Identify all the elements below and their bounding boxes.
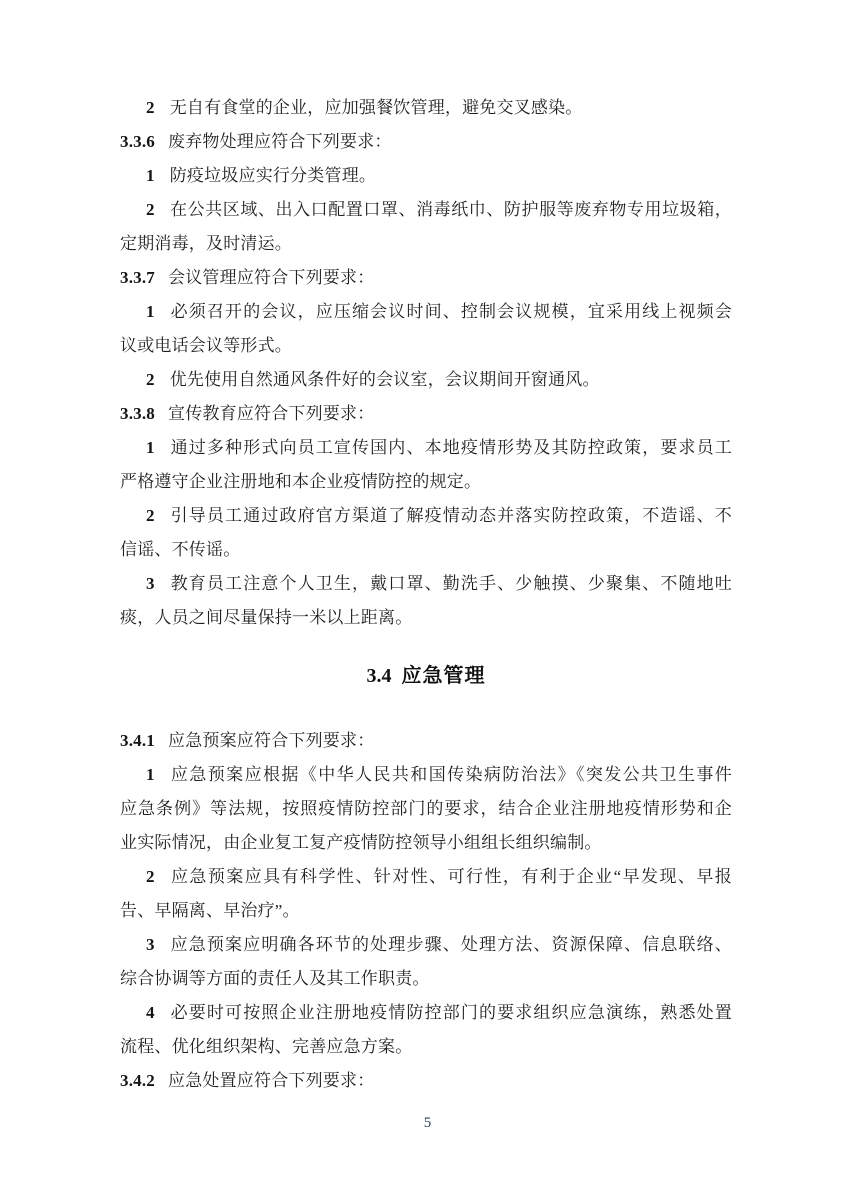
continuation-line [120, 601, 732, 635]
continuation-line [120, 826, 732, 860]
continuation-line [120, 1030, 732, 1064]
page-number: 5 [423, 1115, 432, 1131]
clause-line [120, 397, 732, 431]
continuation-line [120, 465, 732, 499]
line-text: 防疫垃圾应实行分类管理。 [169, 166, 377, 185]
line-text: 告、早隔离、早治疗”。 [120, 901, 300, 920]
list-item-number: 1 [146, 302, 155, 321]
list-item-number: 2 [146, 506, 155, 525]
continuation-line [120, 329, 732, 363]
line-text: 必要时可按照企业注册地疫情防控部门的要求组织应急演练，熟悉处置 [169, 1003, 732, 1022]
line-text: 信谣、不传谣。 [120, 540, 241, 559]
clause-line [120, 724, 732, 758]
clause-number: 3.3.6 [120, 132, 155, 151]
line-text: 会议管理应符合下列要求： [168, 268, 375, 287]
document-content [120, 91, 732, 1098]
line-text: 宣传教育应符合下列要求： [168, 404, 375, 423]
line-text: 综合协调等方面的责任人及其工作职责。 [120, 969, 430, 988]
line-text: 业实际情况，由企业复工复产疫情防控领导小组组长组织编制。 [120, 833, 602, 852]
list-item-line [120, 567, 732, 601]
line-text: 应急预案应符合下列要求： [168, 731, 375, 750]
list-item-line [120, 860, 732, 894]
list-item-number: 1 [146, 438, 155, 457]
line-text: 通过多种形式向员工宣传国内、本地疫情形势及其防控政策，要求员工 [169, 438, 732, 457]
line-text: 应急条例》等法规，按照疫情防控部门的要求，结合企业注册地疫情形势和企 [120, 799, 732, 818]
continuation-line [120, 962, 732, 996]
list-item-number: 2 [146, 200, 155, 219]
list-item-line [120, 758, 732, 792]
list-item-number: 2 [146, 370, 155, 389]
list-item-line [120, 91, 732, 125]
continuation-line [120, 227, 732, 261]
line-text: 在公共区域、出入口配置口罩、消毒纸巾、防护服等废弃物专用垃圾箱， [169, 200, 732, 219]
list-item-number: 2 [146, 867, 155, 886]
list-item-line [120, 159, 732, 193]
list-item-line [120, 295, 732, 329]
line-text: 应急预案应根据《中华人民共和国传染病防治法》《突发公共卫生事件 [169, 765, 732, 784]
list-item-number: 1 [146, 166, 155, 185]
clause-number: 3.4.2 [120, 1071, 155, 1090]
clause-line [120, 261, 732, 295]
section-heading [120, 659, 732, 693]
clause-line [120, 1064, 732, 1098]
line-text: 应急处置应符合下列要求： [168, 1071, 375, 1090]
section-heading-title: 应急管理 [401, 665, 486, 687]
line-text: 优先使用自然通风条件好的会议室，会议期间开窗通风。 [169, 370, 600, 389]
continuation-line [120, 894, 732, 928]
line-text: 必须召开的会议，应压缩会议时间、控制会议规模，宜采用线上视频会 [169, 302, 732, 321]
list-item-line [120, 928, 732, 962]
clause-number: 3.3.8 [120, 404, 155, 423]
line-text: 教育员工注意个人卫生，戴口罩、勤洗手、少触摸、少聚集、不随地吐 [169, 574, 732, 593]
list-item-number: 2 [146, 98, 155, 117]
line-text: 定期消毒，及时清运。 [120, 234, 292, 253]
list-item-number: 4 [146, 1003, 155, 1022]
list-item-line [120, 193, 732, 227]
line-text: 应急预案应明确各环节的处理步骤、处理方法、资源保障、信息联络、 [169, 935, 732, 954]
list-item-number: 3 [146, 935, 155, 954]
list-item-line [120, 363, 732, 397]
section-heading-number: 3.4 [366, 665, 392, 687]
line-text: 痰，人员之间尽量保持一米以上距离。 [120, 608, 413, 627]
line-text: 引导员工通过政府官方渠道了解疫情动态并落实防控政策，不造谣、不 [169, 506, 732, 525]
line-text: 严格遵守企业注册地和本企业疫情防控的规定。 [120, 472, 482, 491]
list-item-line [120, 996, 732, 1030]
line-text: 废弃物处理应符合下列要求： [168, 132, 392, 151]
list-item-line [120, 431, 732, 465]
clause-number: 3.4.1 [120, 731, 155, 750]
list-item-number: 3 [146, 574, 155, 593]
list-item-number: 1 [146, 765, 155, 784]
continuation-line [120, 533, 732, 567]
list-item-line [120, 499, 732, 533]
line-text: 无自有食堂的企业，应加强餐饮管理，避免交叉感染。 [169, 98, 583, 117]
clause-line [120, 125, 732, 159]
line-text: 应急预案应具有科学性、针对性、可行性，有利于企业“早发现、早报 [169, 867, 732, 886]
continuation-line [120, 792, 732, 826]
line-text: 流程、优化组织架构、完善应急方案。 [120, 1037, 413, 1056]
line-text: 议或电话会议等形式。 [120, 336, 292, 355]
clause-number: 3.3.7 [120, 268, 155, 287]
